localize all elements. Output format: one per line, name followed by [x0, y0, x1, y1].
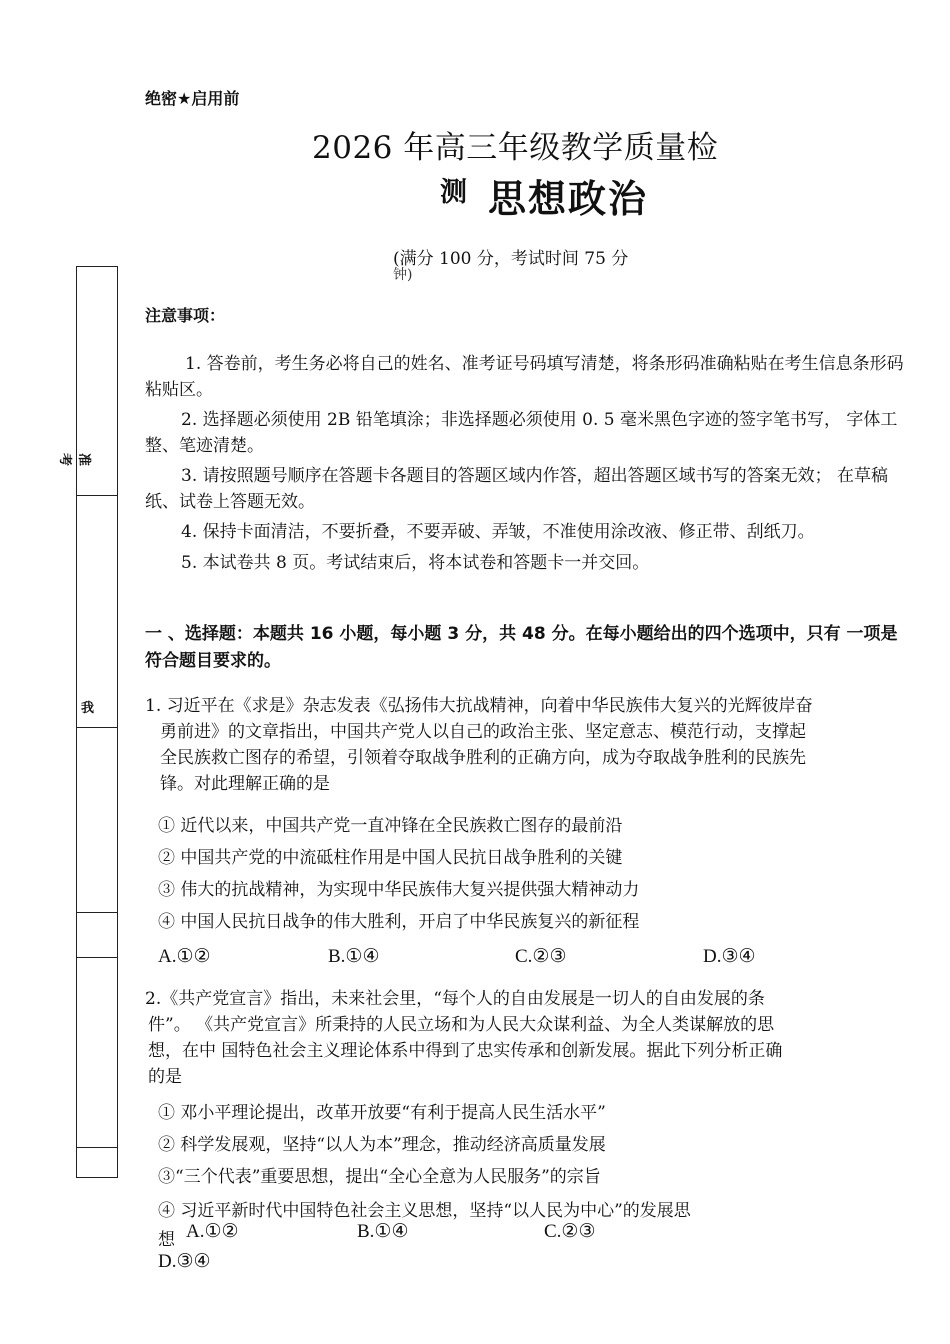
q2-choice-c[interactable]: C.②③	[544, 1221, 596, 1242]
question-stem-line: 勇前进》的文章指出，中国共产党人以自己的政治主张、坚定意志、模范行动，支撑起	[160, 722, 806, 742]
q2-option-3: ③“三个代表”重要思想，提出“全心全意为人民服务”的宗旨	[158, 1167, 601, 1187]
question-2-stem	[145, 986, 905, 1090]
section-heading: 一 、选择题：本题共 16 小题，每小题 3 分，共 48 分。在每小题给出的四个选项中，只有 一项是符合题目要求的。	[145, 624, 898, 671]
q2-choice-d[interactable]: D.③④	[158, 1251, 211, 1272]
q2-choice-b[interactable]: B.①④	[357, 1221, 409, 1242]
q1-option-1: ① 近代以来，中国共产党一直冲锋在全民族救亡图存的最前沿	[158, 816, 623, 836]
q1-choice-b[interactable]: B.①④	[328, 946, 380, 967]
score-info-overflow: 钟)	[393, 267, 413, 283]
question-stem-line: 1. 习近平在《求是》杂志发表《弘扬伟大抗战精神，向着中华民族伟大复兴的光辉彼岸奋	[145, 696, 813, 716]
question-stem-line: 件”。 《共产党宣言》所秉持的人民立场和为人民大众谋利益、为全人类谋解放的思	[148, 1015, 775, 1035]
q2-option-1: ① 邓小平理论提出，改革开放要“有利于提高人民生活水平”	[158, 1103, 606, 1123]
exam-title-line1: 2026 年高三年级教学质量检	[312, 130, 719, 166]
question-1-stem	[145, 693, 905, 797]
binding-margin-box	[57, 266, 118, 1178]
q2-option-2: ② 科学发展观，坚持“以人为本”理念，推动经济高质量发展	[158, 1135, 606, 1155]
margin-divider	[77, 727, 117, 728]
question-stem-line: 全民族救亡图存的希望，引领着夺取战争胜利的正确方向，成为夺取战争胜利的民族先	[160, 748, 806, 768]
exam-subject-title: 思想政治	[488, 177, 649, 221]
q1-option-2: ② 中国共产党的中流砥柱作用是中国人民抗日战争胜利的关键	[158, 848, 623, 868]
margin-divider	[77, 495, 117, 496]
q1-choice-d[interactable]: D.③④	[703, 946, 756, 967]
q1-choice-a[interactable]: A.①②	[158, 946, 211, 967]
score-info: (满分 100 分，考试时间 75 分	[393, 249, 629, 269]
question-stem-line: 2.《共产党宣言》指出，未来社会里，“每个人的自由发展是一切人的自由发展的条	[145, 989, 765, 1009]
q2-option-4: ④ 习近平新时代中国特色社会主义思想，坚持“以人民为中心”的发展思	[158, 1201, 691, 1221]
q1-option-3: ③ 伟大的抗战精神，为实现中华民族伟大复兴提供强大精神动力	[158, 880, 640, 900]
confidential-label: 绝密★启用前	[145, 89, 240, 108]
q2-option-4-tail: 想	[158, 1230, 175, 1250]
margin-label-me: 我	[81, 701, 95, 716]
notice-item: 5. 本试卷共 8 页。考试结束后，将本试卷和答题卡一并交回。	[181, 553, 650, 573]
question-stem-line: 的是	[148, 1067, 182, 1087]
margin-divider	[77, 1147, 117, 1148]
q2-choice-a[interactable]: A.①②	[186, 1221, 239, 1242]
margin-label-admission: 准考	[57, 453, 91, 467]
notice-item: 1. 答卷前，考生务必将自己的姓名、准考证号码填写清楚，将条形码准确粘贴在考生信息条形码粘贴区。	[145, 354, 904, 400]
margin-divider	[77, 957, 117, 958]
q1-choice-c[interactable]: C.②③	[515, 946, 567, 967]
notice-item: 2. 选择题必须使用 2B 铅笔填涂；非选择题必须使用 0. 5 毫米黑色字迹的签字笔书写， 字体工整、笔迹清楚。	[145, 410, 898, 456]
notice-item: 3. 请按照题号顺序在答题卡各题目的答题区域内作答，超出答题区域书写的答案无效； 在草稿纸、试卷上答题无效。	[145, 466, 889, 512]
notice-title: 注意事项：	[145, 306, 226, 325]
notice-item: 4. 保持卡面清洁，不要折叠，不要弄破、弄皱，不准使用涂改液、修正带、刮纸刀。	[181, 522, 815, 542]
question-stem-line: 想，在中 国特色社会主义理论体系中得到了忠实传承和创新发展。据此下列分析正确	[148, 1041, 783, 1061]
q1-option-4: ④ 中国人民抗日战争的伟大胜利，开启了中华民族复兴的新征程	[158, 912, 640, 932]
question-stem-line: 锋。对此理解正确的是	[160, 774, 330, 794]
margin-divider	[77, 912, 117, 913]
exam-title-line2-prefix: 测	[440, 177, 467, 208]
